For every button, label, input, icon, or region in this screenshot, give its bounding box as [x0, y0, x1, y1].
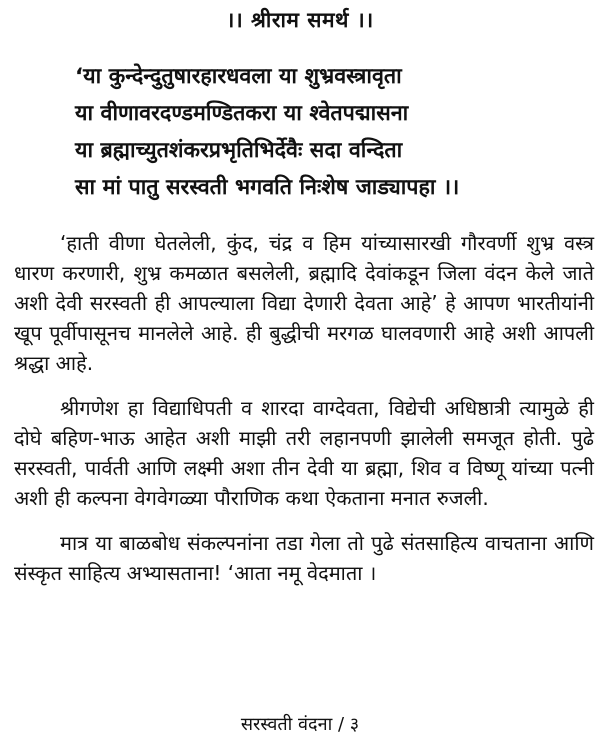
paragraph: मात्र या बाळबोध संकल्पनांना तडा गेला तो पुढे संतसाहित्य वाचताना आणि संस्कृत साहित्य अभ्यासताना! ‘आता नमू वेदमाता । [14, 531, 594, 585]
sanskrit-verse [75, 58, 595, 206]
verse-line: सा मां पातु सरस्वती भगवति निःशेष जाड्यापहा ।। [75, 175, 460, 200]
body-text [14, 228, 594, 603]
verse-line: या ब्रह्माच्युतशंकरप्रभृतिभिर्देवैः सदा वन्दिता [75, 138, 403, 163]
verse-line: या वीणावरदण्डमण्डितकरा या श्वेतपद्मासना [75, 101, 409, 126]
page-heading: ।। श्रीराम समर्थ ।। [226, 8, 374, 32]
verse-line: ‘या कुन्देन्दुतुषारहारधवला या शुभ्रवस्त्रावृता [75, 64, 402, 89]
paragraph: ‘हाती वीणा घेतलेली, कुंद, चंद्र व हिम यांच्यासारखी गौरवर्णी शुभ्र वस्त्र धारण करणारी, शुभ्र कमळात बसलेली, ब्रह्मादि देवांकडून जिला वंदन केले जाते अशी देवी सरस्वती ही आपल्याला विद्या देणारी देवता आहे’ हे आपण भारतीयांनी खूप पूर्वीपासूनच मानलेले आहे. ही बुद्धीची मरगळ घालवणारी आहे अशी आपली श्रद्धा आहे. [14, 231, 594, 375]
paragraph: श्रीगणेश हा विद्याधिपती व शारदा वाग्देवता, विद्येची अधिष्ठात्री त्यामुळे ही दोघे बहिण-भाऊ आहेत अशी माझी तरी लहानपणी झालेली समजूत होती. पुढे सरस्वती, पार्वती आणि लक्ष्मी अशा तीन देवी या ब्रह्मा, शिव व विष्णू यांच्या पत्नी अशी ही कल्पना वेगवेगळ्या पौराणिक कथा ऐकताना मनात रुजली. [14, 396, 594, 510]
page-footer: सरस्वती वंदना / ३ [240, 714, 360, 735]
